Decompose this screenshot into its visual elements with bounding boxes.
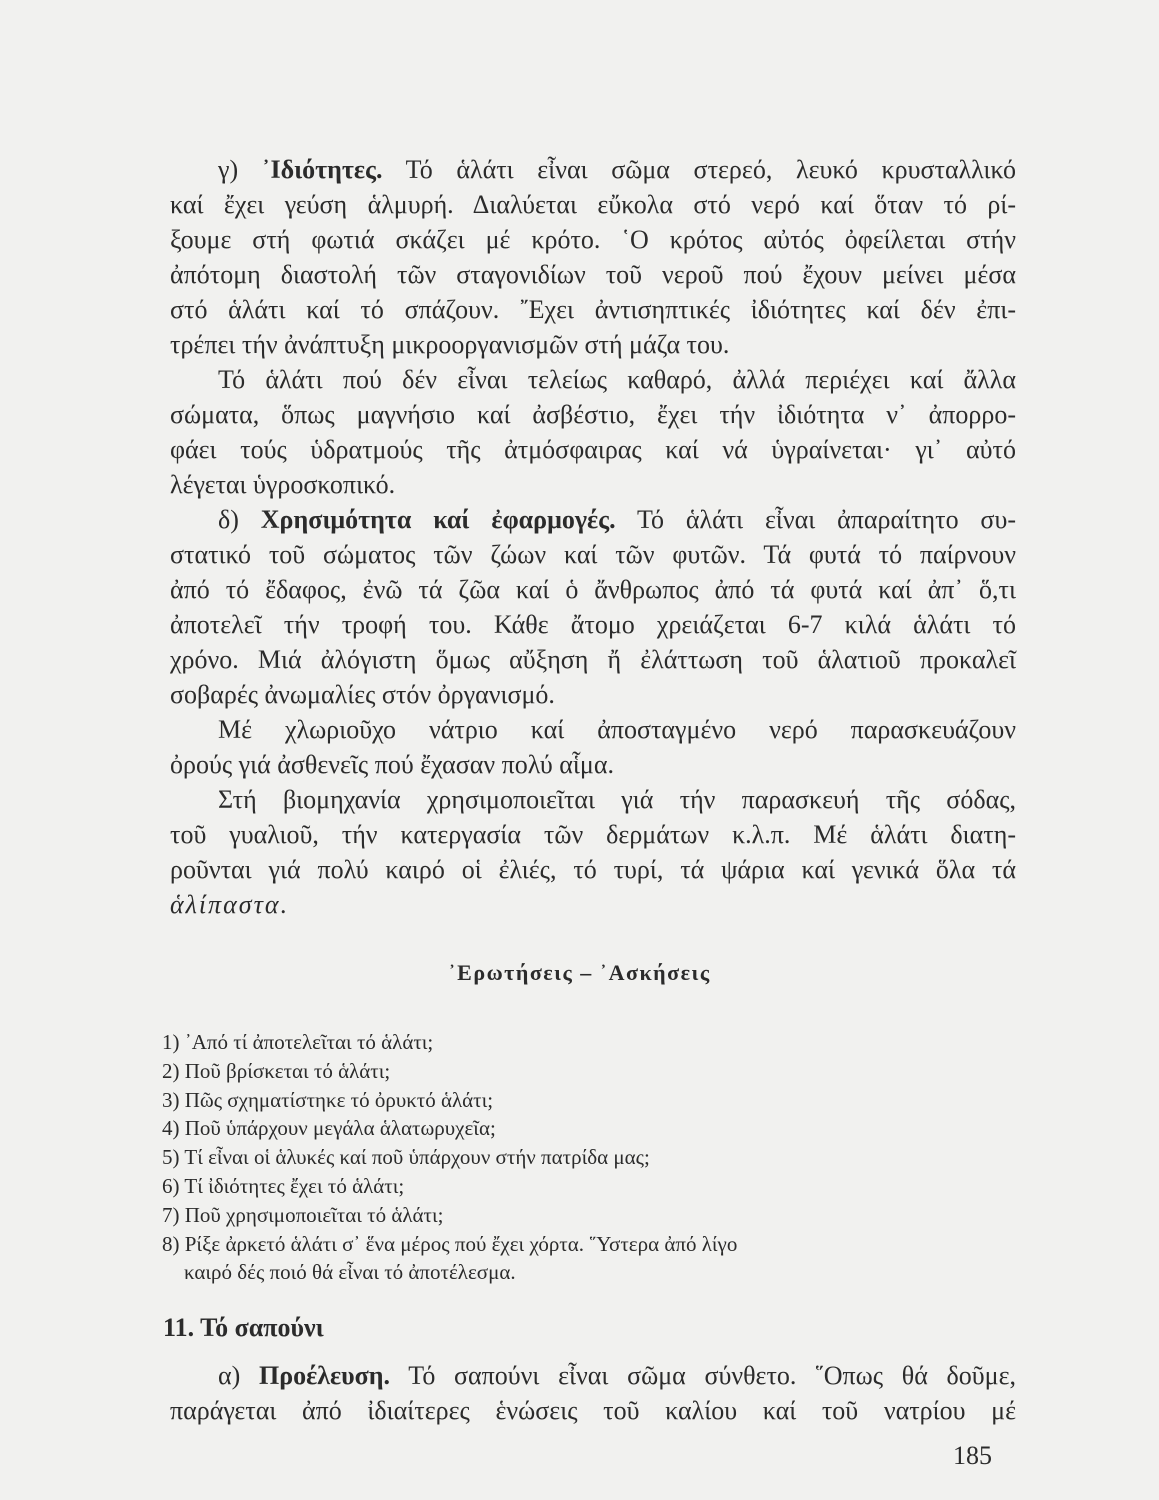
text-line — [170, 362, 1016, 397]
question-list — [162, 1028, 737, 1287]
text-segment: τοῦ γυαλιοῦ, τήν κατεργασία τῶν δερμάτων κ.λ.π. Μέ ἁλάτι διατη- — [170, 820, 1016, 849]
text-line — [170, 887, 1016, 922]
text-segment: χρόνο. Μιά ἀλόγιστη ὅμως αὔξηση ἤ ἐλάττωση τοῦ ἁλατιοῦ προκαλεῖ — [170, 645, 1016, 674]
question-item: 1) ᾿Από τί ἀποτελεῖται τό ἁλάτι; — [162, 1030, 434, 1054]
text-line — [170, 537, 1016, 572]
text-line — [170, 257, 1016, 292]
text-line — [170, 327, 1016, 362]
text-segment: ἀπό τό ἔδαφος, ἐνῶ τά ζῶα καί ὁ ἄνθρωπος ἀπό τά φυτά καί ἀπ᾿ ὅ,τι — [170, 575, 1016, 604]
text-line — [170, 467, 1016, 502]
question-item: 5) Τί εἶναι οἱ ἁλυκές καί ποῦ ὑπάρχουν στήν πατρίδα μας; — [162, 1145, 650, 1170]
text-line — [170, 747, 1016, 782]
text-segment: Μέ χλωριοῦχο νάτριο καί ἀποσταγμένο νερό παρασκευάζουν — [218, 715, 1016, 744]
text-line — [170, 782, 1016, 817]
text-segment: ξουμε στή φωτιά σκάζει μέ κρότο. ῾Ο κρότος αὐτός ὀφείλεται στήν — [170, 225, 1016, 254]
text-segment: παράγεται ἀπό ἰδιαίτερες ἑνώσεις τοῦ καλίου καί τοῦ νατρίου μέ — [170, 1396, 1016, 1425]
text-line — [170, 572, 1016, 607]
question-item: 7) Ποῦ χρησιμοποιεῖται τό ἁλάτι; — [162, 1202, 444, 1227]
question-item-continued: καιρό δές ποιό θά εἶναι τό ἀποτέλεσμα. — [184, 1260, 516, 1285]
text-segment: Τό ἁλάτι πού δέν εἶναι τελείως καθαρό, ἀλλά περιέχει καί ἄλλα — [218, 365, 1016, 394]
text-segment: στατικό τοῦ σώματος τῶν ζώων καί τῶν φυτῶν. Τά φυτά τό παίρνουν — [170, 540, 1016, 569]
page-number: 185 — [953, 1441, 992, 1470]
text-segment: Τό σαπούνι εἶναι σῶμα σύνθετο. ῞Οπως θά δοῦμε, — [390, 1361, 1017, 1390]
italic-term: ἁλίπαστα. — [170, 890, 290, 919]
body-text — [170, 152, 1016, 922]
text-line — [170, 817, 1016, 852]
text-segment: φάει τούς ὑδρατμούς τῆς ἀτμόσφαιρας καί νά ὑγραίνεται· γι᾿ αὐτό — [170, 435, 1016, 464]
text-line — [170, 642, 1016, 677]
text-segment: ἀποτελεῖ τήν τροφή του. Κάθε ἄτομο χρειάζεται 6-7 κιλά ἁλάτι τό — [170, 610, 1016, 639]
text-line — [170, 187, 1016, 222]
text-line — [170, 152, 1016, 187]
question-item: 3) Πῶς σχηματίστηκε τό ὀρυκτό ἁλάτι; — [162, 1087, 494, 1112]
bold-heading: ᾿Ιδιότητες. — [261, 155, 383, 184]
question-item: 6) Τί ἰδιότητες ἔχει τό ἁλάτι; — [162, 1173, 405, 1198]
section-title: 11. Τό σαπούνι — [163, 1313, 324, 1342]
text-line — [170, 292, 1016, 327]
text-line — [170, 712, 1016, 747]
bold-heading: Προέλευση. — [258, 1361, 391, 1390]
text-line — [170, 852, 1016, 887]
text-line — [170, 397, 1016, 432]
text-segment: σοβαρές ἀνωμαλίες στόν ὀργανισμό. — [170, 680, 555, 709]
text-segment: τρέπει τήν ἀνάπτυξη μικροοργανισμῶν στή μάζα του. — [170, 330, 730, 359]
text-segment: γ) — [218, 155, 262, 184]
text-segment: ὀρούς γιά ἀσθενεῖς πού ἔχασαν πολύ αἷμα. — [170, 750, 614, 779]
text-segment: Στή βιομηχανία χρησιμοποιεῖται γιά τήν παρασκευή τῆς σόδας, — [218, 785, 1016, 814]
text-segment: ἀπότομη διαστολή τῶν σταγονιδίων τοῦ νεροῦ πού ἔχουν μείνει μέσα — [170, 260, 1016, 289]
text-segment: λέγεται ὑγροσκοπικό. — [170, 470, 396, 499]
text-line — [170, 607, 1016, 642]
text-line — [170, 502, 1016, 537]
text-line — [170, 1393, 1016, 1428]
text-segment: Τό ἁλάτι εἶναι ἀπαραίτητο συ- — [615, 505, 1016, 534]
text-segment: στό ἁλάτι καί τό σπάζουν. ῎Εχει ἀντισηπτικές ἰδιότητες καί δέν ἐπι- — [170, 295, 1016, 324]
question-item: 8) Ρίξε ἀρκετό ἁλάτι σ᾿ ἕνα μέρος πού ἔχει χόρτα. ῞Υστερα ἀπό λίγο — [162, 1231, 738, 1256]
text-line — [170, 432, 1016, 467]
bold-heading: Χρησιμότητα καί ἐφαρμογές. — [260, 505, 616, 534]
text-segment: Τό ἁλάτι εἶναι σῶμα στερεό, λευκό κρυσταλλικό — [382, 155, 1016, 184]
question-item: 4) Ποῦ ὑπάρχουν μεγάλα ἁλατωρυχεῖα; — [162, 1116, 496, 1141]
text-segment: σώματα, ὅπως μαγνήσιο καί ἀσβέστιο, ἔχει τήν ἰδιότητα ν᾿ ἀπορρο- — [170, 400, 1016, 429]
text-segment: καί ἔχει γεύση ἁλμυρή. Διαλύεται εὔκολα στό νερό καί ὅταν τό ρί- — [170, 190, 1016, 219]
text-segment: δ) — [218, 505, 261, 534]
text-segment: α) — [218, 1361, 259, 1390]
section-body — [170, 1358, 1016, 1428]
text-segment: ροῦνται γιά πολύ καιρό οἱ ἐλιές, τό τυρί, τά ψάρια καί γενικά ὅλα τά — [170, 855, 1016, 884]
question-item: 2) Ποῦ βρίσκεται τό ἁλάτι; — [162, 1058, 391, 1083]
text-line — [170, 1358, 1016, 1393]
text-line — [170, 677, 1016, 712]
exercises-heading: ᾿Ερωτήσεις – ᾿Ασκήσεις — [448, 960, 711, 985]
text-line — [170, 222, 1016, 257]
